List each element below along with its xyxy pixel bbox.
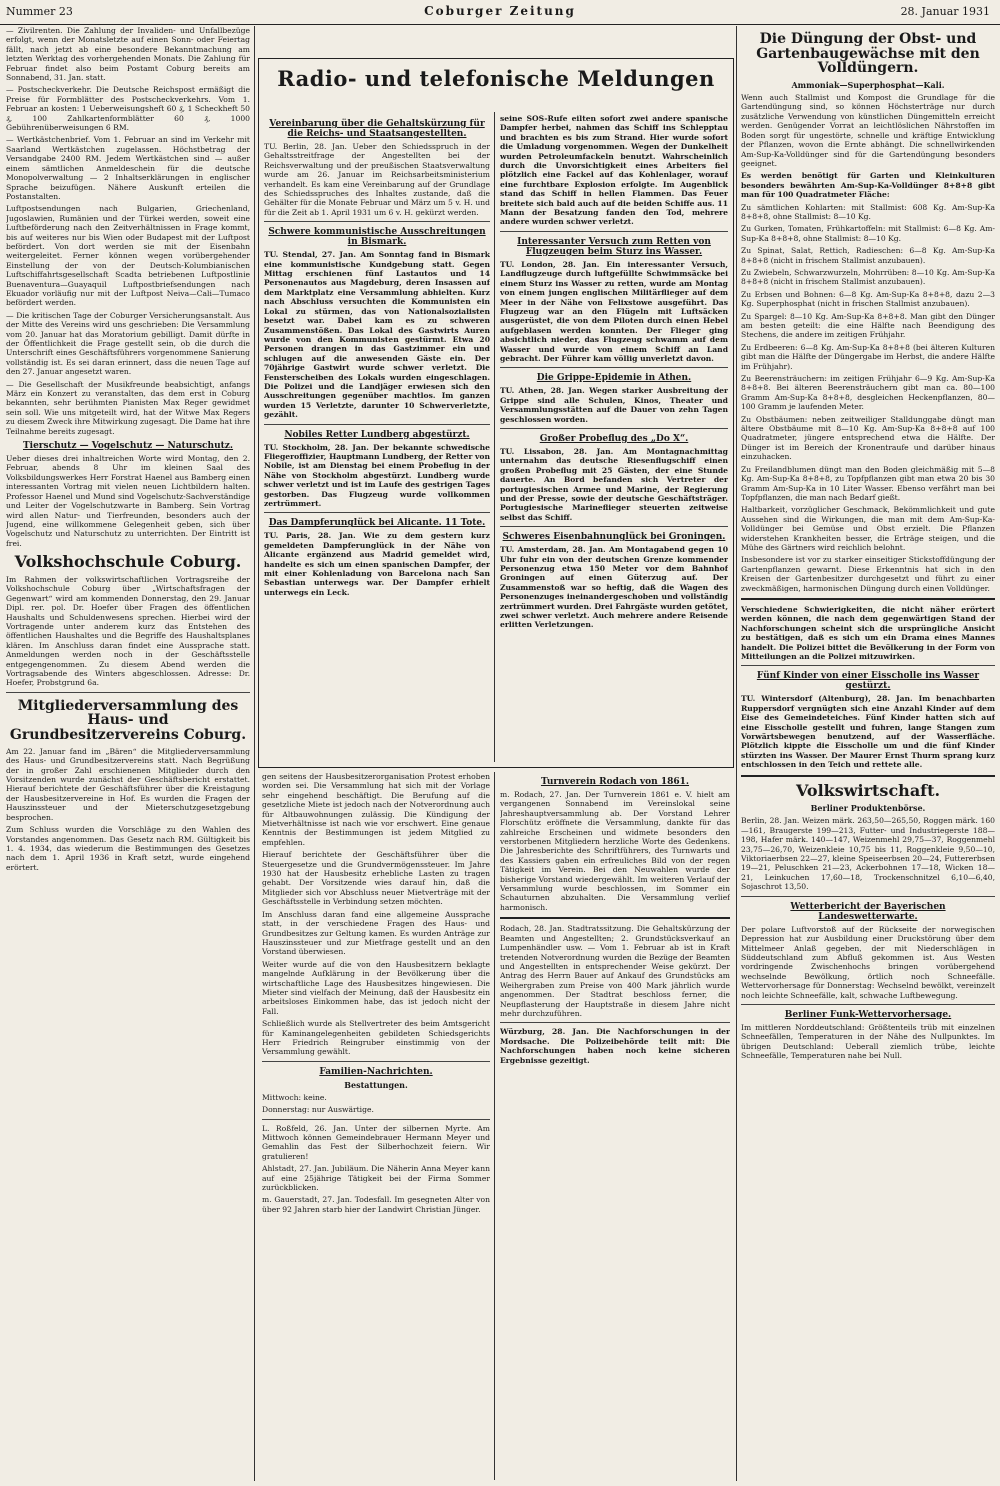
article-paragraph: Insbesondere ist vor zu starker einseitiger Stickstoffdüngung der Gartenpflanzen gewarnt. Diese Erkenntnis hat sich in den Kreisen der Gartenbesitzer durchgesetzt und führt zu einer zweckmäßigen, harmonischen Düngung durch einen Volldünger. [741, 555, 995, 593]
column-1 [6, 26, 250, 1481]
article-paragraph: Berlin, 28. Jan. Weizen märk. 263,50—265,50, Roggen märk. 160—161, Braugerste 199—213, Futter- und Industriegerste 188—198, Hafer märk. 140—147, Weizenmehl 29,75—37, Roggenmehl 23,75—26,70, Weizenkleie 10,75 bis 11, Roggenkleie 9,50—10, Viktoriaerbsen 22—27, kleine Speiseerbsen 20—24, Futtererbsen 19—21, Peluschken 21—23, Ackerbohnen 17—18, Wicken 18—21, Leinkuchen 17,60—18, Trockenschnitzel 6,10—6,40, Sojaschrot 13,50. [741, 816, 995, 892]
article-paragraph: Zu Zwiebeln, Schwarzwurzeln, Mohrrüben: 8—10 Kg. Am-Sup-Ka 8+8+8 (nicht in frischem Stallmist anzubauen). [741, 267, 995, 287]
article-paragraph: TU. Stockholm, 28. Jan. Der bekannte schwedische Fliegeroffizier, Hauptmann Lundberg, der Retter von Nobile, ist am Dienstag bei einem Probeflug in der Nähe von Stockholm abgestürzt. Lundberg wurde schwer verletzt und ist im Laufe des gestrigen Tages gestorben. Das Flugzeug wurde vollkommen zertrümmert. [264, 442, 490, 508]
divider [500, 428, 728, 429]
article-heading: Tierschutz — Vogelschutz — Naturschutz. [22, 441, 234, 452]
article-paragraph: Wenn auch Stallmist und Kompost die Grundlage für die Gartendüngung sind, so können Höchsterträge nur durch zusätzliche Verwendung von künstlichen Düngemitteln erreicht werden. Genügender Vorrat an leichtlöslichen Nährstoffen im Boden sorgt für ungestörte, schnelle und kräftige Entwicklung der Pflanzen, wovon die Ernte abhängt. Die schnellwirkenden Am-Sup-Ka-Volldünger sind für die Gartendüngung besonders geeignet. [741, 93, 995, 168]
divider [500, 1022, 730, 1023]
article-heading: Interessanter Versuch zum Retten von Flugzeugen beim Sturz ins Wasser. [517, 236, 711, 257]
divider [264, 424, 490, 425]
article-paragraph: Rodach, 28. Jan. Stadtratssitzung. Die Gehaltskürzung der Beamten und Angestellten; 2. Grundstücksverkauf an Lumpenhändler usw. — Vom 1. Februar ab ist in Kraft tretenden Notverordnung wurden die Bezüge der Beamten und Angestellten in entsprechender Weise gekürzt. Der Antrag des Herrn Bauer auf Ankauf des Grundstücks am Weihergraben zum Preise von 400 Mark jährlich wurde angenommen. Der Stadtrat beschloss ferner, die Neupflasterung der Hauptstraße in diesem Jahre nicht mehr durchzuführen. [500, 924, 730, 1018]
article-paragraph: TU. Berlin, 28. Jan. Ueber den Schiedsspruch in der Gehaltsstreitfrage der Angestellten bei der Reichsverwaltung und der preußischen Staatsverwaltung wurde am 26. Januar im Reichsarbeitsministerium verhandelt. Es kam eine Vereinbarung auf der Grundlage des Schiedsspruches des Inhaltes zustande, daß die Gehälter für die Monate Februar und März um 5 v. H. und für die Zeit ab 1. April 1931 um 6 v. H. gekürzt werden. [264, 142, 490, 217]
article-paragraph: Zum Schluss wurden die Vorschläge zu den Wahlen des Vorstandes angenommen. Das Gesetz nach RM. Gültigkeit bis 1. 4. 1934, das wiederum die Bestimmungen des Gesetzes nach dem 1. April 1936 in Kraft setzt, wurde eingehend erörtert. [6, 825, 250, 872]
divider [741, 665, 995, 666]
article-heading: Vereinbarung über die Gehaltskürzung für die Reichs- und Staatsangestellten. [269, 119, 485, 139]
divider [741, 775, 995, 777]
article-paragraph: Hierauf berichtete der Geschäftsführer über die Steuergesetze und die Grundvermögenssteuer. Im Jahre 1930 hat der Hausbesitz erhebliche Lasten zu tragen gehabt. Der Vorsitzende wies darauf hin, daß die Mitglieder sich vor Abschluss neuer Mietverträge mit der Geschäftsstelle in Verbindung setzen möchten. [262, 850, 490, 907]
article-heading: Die Düngung der Obst- und Gartenbaugewächse mit den Volldüngern. [756, 31, 980, 77]
article-paragraph: Verschiedene Schwierigkeiten, die nicht näher erörtert werden können, die nach dem gegenwärtigen Stand der Nachforschungen scheint sich die ursprüngliche Ansicht zu bestätigen, daß es sich um ein Drama eines Mannes handelt. Die Polizei bittet die Bevölkerung in der Form von Mitteilungen an die Polizei mitzuwirken. [741, 604, 995, 661]
column-rule [494, 112, 495, 762]
divider [264, 512, 490, 513]
article-paragraph: m. Rodach, 27. Jan. Der Turnverein 1861 e. V. hielt am vergangenen Sonnabend im Vereinslokal seine Jahreshauptversammlung ab. Der Vorstand Lehrer Florschütz eröffnete die Versammlung, dankte für das zahlreiche Erscheinen und widmete besonders den verstorbenen Mitgliedern herzliche Worte des Gedenkens. Die Jahresberichte des Schriftführers, des Turnwarts und des Kassiers gaben ein erfreuliches Bild von der regen Tätigkeit im Verein. Bei den Neuwahlen wurde der bisherige Vorstand wiedergewählt. Im weiteren Verlauf der Versammlung wurde beschlossen, im Sommer ein Schauturnen abzuhalten. Die Versammlung verlief harmonisch. [500, 790, 730, 912]
article-paragraph: TU. Amsterdam, 28. Jan. Am Montagabend gegen 10 Uhr fuhr ein von der deutschen Grenze kommender Personenzug etwa 150 Meter vor dem Bahnhof Groningen auf einen Güterzug auf. Der Zusammenstoß war so heftig, daß die Wagen des Personenzuges ineinandergeschoben und vollständig zertrümmert wurden. Drei Fahrgäste wurden getötet, zwei schwer verletzt. Auch mehrere andere Reisende erlitten Verletzungen. [500, 545, 728, 630]
article-paragraph: Zu sämtlichen Kohlarten: mit Stallmist: 608 Kg. Am-Sup-Ka 8+8+8, ohne Stallmist: 8—10 Kg. [741, 202, 995, 221]
divider [500, 367, 728, 368]
article-paragraph: seine SOS-Rufe eilten sofort zwei andere spanische Dampfer herbei, nahmen das Schiff ins Schlepptau und brachten es bis zum Strand. Hier wurde sofort die Umladung vorgenommen. Wegen der Dunkelheit wurden Petroleumfackeln benutzt. Wahrscheinlich durch die Unvorsichtigkeit eines Arbeiters fiel plötzlich eine Fackel auf das Kohlenlager, worauf eine furchtbare Explosion erfolgte. Im Augenblick stand das Schiff in hellen Flammen. Das Feuer breitete sich bald auch auf die beiden Schiffe aus. 11 Mann der Besatzung fanden den Tod, mehrere andere wurden schwer verletzt. [500, 114, 728, 227]
article-heading: Schwere kommunistische Ausschreitungen in Bismark. [268, 227, 486, 248]
divider [262, 1119, 490, 1120]
column-3-lower [500, 772, 730, 1480]
article-paragraph: — Die kritischen Tage der Coburger Versicherungsanstalt. Aus der Mitte des Vereins wird uns geschrieben: Die Versammlung vom 20. Januar hat das Moratorium gebilligt. Damit dürfte in der Öffentlichkeit die Frage gestellt sein, ob die durch die Unterschrift eines Geschäftsführers vorgenommene Sanierung vollständig ist. Es sei daran erinnert, dass die neuen Tage auf den 27. Januar angesetzt waren. [6, 310, 250, 377]
divider [500, 231, 728, 232]
article-paragraph: TU. Paris, 28. Jan. Wie zu dem gestern kurz gemeldeten Dampferunglück in der Nähe von Alicante ergänzend aus Madrid gemeldet wird, handelte es sich um einen spanischen Dampfer, der mit einer Kohlenladung von Barcelona nach San Sebastian unterwegs war. Der Dampfer erhielt unterwegs ein Leck. [264, 531, 490, 597]
subheading: Berliner Produktenbörse. [810, 803, 926, 814]
article-paragraph: Im Anschluss daran fand eine allgemeine Aussprache statt, in der verschiedene Fragen des Haus- und Grundbesitzes zur Geltung kamen. Es wurden Anträge zur Hauszinssteuer und zur Mietfrage gestellt und an den Vorstand überwiesen. [262, 909, 490, 957]
article-heading: Großer Probeflug des „Do X“. [539, 433, 689, 444]
article-heading: Volkshochschule Coburg. [14, 552, 242, 572]
article-paragraph: Würzburg, 28. Jan. Die Nachforschungen in der Mordsache. Die Polizeibehörde teilt mit: Die Nachforschungen haben noch keine sicheren Ergebnisse gezeitigt. [500, 1027, 730, 1065]
section-heading: Volkswirtschaft. [795, 780, 941, 800]
article-paragraph: — Postscheckverkehr. Die Deutsche Reichspost ermäßigt die Preise für Formblätter des Postscheckverkehrs. Vom 1. Februar an kosten: 1 Ueberweisungsheft 60 ₰, 1 Scheckheft 50 ₰, 100 Zahlkartenformblätter 60 ₰, 1000 Gebührenüberweisungen 6 RM. [6, 85, 250, 133]
article-paragraph: Im mittleren Norddeutschland: Größtenteils trüb mit einzelnen Schneefällen, Temperaturen in der Nähe des Nullpunktes. Im übrigen Deutschland: Ueberall ziemlich trübe, leichte Schneefälle, Temperaturen nahe bei Null. [741, 1022, 995, 1061]
divider [6, 692, 250, 693]
subheading: Bestattungen. [344, 1079, 408, 1090]
column-rule [736, 26, 737, 1481]
article-paragraph: TU. Lissabon, 28. Jan. Am Montagnachmittag unternahm das deutsche Riesenflugschiff einen großen Probeflug mit 25 Gästen, der eine Stunde dauerte. An Bord befanden sich Vertreter der portugiesischen Armee und Marine, der Regierung und der Presse, sowie der deutsche Geschäftsträger. Portugiesische Marineflieger steuerten zeitweise selbst das Schiff. [500, 446, 728, 522]
article-heading: Turnverein Rodach von 1861. [540, 777, 690, 787]
page-number: Nummer 23 [6, 5, 73, 18]
notice-line: m. Gauerstadt, 27. Jan. Todesfall. Im gesegneten Alter von über 92 Jahren starb hier der Landwirt Christian Jünger. [262, 1195, 490, 1214]
article-heading: Berliner Funk-Wettervorhersage. [784, 1009, 952, 1020]
masthead [0, 0, 1000, 25]
radio-banner [262, 62, 730, 112]
notice-line: L. Roßfeld, 26. Jan. Unter der silbernen Myrte. Am Mittwoch können Gemeindebrauer Hermann Meyer und Gemahlin das Fest der Silberhochzeit feiern. Wir gratulieren! [262, 1123, 490, 1161]
article-paragraph: Haltbarkeit, vorzüglicher Geschmack, Bekömmlichkeit und gute Aussehen sind die Wirkungen, die man mit dem Am-Sup-Ka-Volldünger bei Gemüse und Obst erzielt. Die Pflanzen widerstehen Krankheiten besser, die Erträge steigen, und die Mühe des Gärtners wird reichlich belohnt. [741, 505, 995, 552]
article-paragraph: Zu Obstbäumen: neben zeitweiliger Stalldunggabe düngt man ältere Obstbäume mit 8—10 Kg. Am-Sup-Ka 8+8+8 auf 100 Quadratmeter, jüngere entsprechend etwa die Hälfte. Der Dünger ist im Bereich der Kronentraufe und darüber hinaus einzuhacken. [741, 414, 995, 462]
article-paragraph: Zu Freilandblumen düngt man den Boden gleichmäßig mit 5—8 Kg. Am-Sup-Ka 8+8+8, zu Topfpflanzen gibt man etwa 20 bis 30 Gramm Am-Sup-Ka in 10 Liter Wasser. Ebenso verfährt man bei Topfpflanzen, die man nach Bedarf gießt. [741, 464, 995, 502]
divider [500, 917, 730, 919]
notice-line: Ahlstadt, 27. Jan. Jubiläum. Die Näherin Anna Meyer kann auf eine 25jährige Tätigkeit bei der Firma Sommer zurückblicken. [262, 1164, 490, 1193]
notice-line: Mittwoch: keine. [262, 1092, 327, 1102]
article-heading: Wetterbericht der Bayerischen Landeswetterwarte. [790, 901, 946, 922]
column-rule [254, 26, 255, 1481]
article-heading: Nobiles Retter Lundberg abgestürzt. [284, 429, 470, 440]
issue-date: 28. Januar 1931 [900, 5, 990, 18]
column-4 [741, 26, 995, 1481]
newspaper-title: Coburger Zeitung [424, 4, 576, 18]
article-paragraph: Schließlich wurde als Stellvertreter des beim Amtsgericht für Kaminangelegenheiten gebildeten Schiedsgerichts Herr Friedrich Reingruber einstimmig von der Versammlung gewählt. [262, 1019, 490, 1057]
divider [741, 598, 995, 600]
article-paragraph: gen seitens der Hausbesitzerorganisation Protest erhoben worden sei. Die Versammlung hat sich mit der Vorlage sehr eingehend beschäftigt. Die Berufung auf die gesetzliche Miete ist jedoch nach der Notverordnung auch für Altbauwohnungen zulässig. Die Kündigung der Mietverhältnisse ist nach wie vor erschwert. Eine genaue Kenntnis der Bestimmungen ist jedem Mitglied zu empfehlen. [262, 772, 490, 847]
section-heading: Familien-Nachrichten. [319, 1066, 433, 1077]
article-paragraph: Zu Gurken, Tomaten, Frühkartoffeln: mit Stallmist: 6—8 Kg. Am-Sup-Ka 8+8+8, ohne Stallmist: 8—10 Kg. [741, 224, 995, 243]
article-paragraph: Zu Beerensträuchern: im zeitigen Frühjahr 6—9 Kg. Am-Sup-Ka 8+8+8. Bei älteren Beerensträuchern gibt man ca. 80—100 Gramm Am-Sup-Ka 8+8+8, desgleichen Heckenpflanzen, 80—100 Gramm je laufenden Meter. [741, 374, 995, 412]
article-heading: Fünf Kinder von einer Eisscholle ins Wasser gestürzt. [756, 671, 980, 692]
article-paragraph: Zu Erbsen und Bohnen: 6—8 Kg. Am-Sup-Ka 8+8+8, dazu 2—3 Kg. Superphosphat (nicht in frischen Stallmist anzubauen). [741, 289, 995, 309]
article-paragraph: Zu Spinat, Salat, Rettich, Radieschen: 6—8 Kg. Am-Sup-Ka 8+8+8 (nicht in frischem Stallmist anzubauen). [741, 246, 995, 265]
divider [264, 221, 490, 222]
article-paragraph: Zu Erdbeeren: 6—8 Kg. Am-Sup-Ka 8+8+8 (bei älteren Kulturen gibt man die Hälfte der Düngergabe im Herbst, die andere Hälfte im Frühjahr). [741, 342, 995, 371]
article-heading: Die Grippe-Epidemie in Athen. [536, 373, 692, 384]
divider [741, 896, 995, 897]
article-paragraph: Weiter wurde auf die von den Hausbesitzern beklagte mangelnde Aufklärung in der Bevölkerung über die wirtschaftliche Lage des Hausbesitzes hingewiesen. Die Mieter sind vielfach der Meinung, daß der Hausbesitz ein arbeitsloses Einkommen habe, das ist jedoch nicht der Fall. [262, 959, 490, 1016]
column-rule [494, 772, 495, 1480]
article-heading: Schweres Eisenbahnunglück bei Groningen. [502, 532, 726, 543]
article-paragraph: Luftpostsendungen nach Bulgarien, Griechenland, Jugoslawien, Rumänien und der Türkei werden, soweit eine Luftbeförderung nach den Zeitverhältnissen in Frage kommt, bis auf weiteres nur bis Wien oder Budapest mit der Luftpost befördert. Von dort werden sie mit der Eisenbahn weitergeleitet. Ferner können wegen vorübergehender Einstellung der von der Deutsch-Kolumbianischen Luftschiffahrtsgesellschaft Scadta betriebenen Luftpostlinie Buenaventura—Guayaquil Luftpostbriefsendungen nach Ekuador vorläufig nur mit der Luftpost Neiva—Cali—Tumaco befördert werden. [6, 204, 250, 308]
article-paragraph: Ueber dieses drei inhaltreichen Worte wird Montag, den 2. Februar, abends 8 Uhr im kleinen Saal des Volksbildungswerkes Herr Forstrat Haenel aus Bamberg einen interessanten Vortrag mit vielen neuen Lichtbildern halten. Professor Haenel und Mund sind Vogelschutz-Sachverständige und Leiter der Vogelschutzwarte in Bamberg. Sein Vortrag wird allen Natur- und Tierfreunden, besonders auch der Jugend, eine willkommene Gelegenheit geben, sich über Vogelschutz und Naturschutz zu unterrichten. Der Eintritt ist frei. [6, 454, 250, 548]
article-paragraph: TU. Wintersdorf (Altenburg), 28. Jan. Im benachbarten Ruppersdorf vergnügten sich eine Anzahl Kinder auf dem Eise des Gemeindeteiches. Fünf Kinder hatten sich auf eine Eisscholle gestellt und fuhren, lange Stangen zum Vorwärtsbewegen benutzend, auf der Wasserfläche. Plötzlich kippte die Eisscholle um und die fünf Kinder stürzten ins Wasser. Der Maurer Ernst Thurm sprang kurz entschlossen in den Teich und rettete alle. [741, 694, 995, 770]
divider [262, 1061, 490, 1062]
article-paragraph: TU. Athen, 28. Jan. Wegen starker Ausbreitung der Grippe sind alle Schulen, Kinos, Theater und Versammlungsstätten auf die Dauer von zehn Tagen geschlossen worden. [500, 386, 728, 424]
article-paragraph: Im Rahmen der volkswirtschaftlichen Vortragsreihe der Volkshochschule Coburg über „Wirtschaftsfragen der Gegenwart“ wird am kommenden Donnerstag, den 29. Januar Dipl. rer. pol. Dr. Hoefer über Fragen des öffentlichen Haushalts und Schuldenwesens sprechen. Hierbei wird der Vortragende unter anderem kurz das Entstehen des öffentlichen Haushaltes und die Begriffe des Haushaltsplanes klären. Im Anschluss daran findet eine Aussprache statt. Anmeldungen werden noch in der Geschäftsstelle entgegengenommen. Zu diesem Abend werden die Vortragsabende des Winters abgeschlossen. Adresse: Dr. Hoefer, Probstgrund 6a. [6, 574, 250, 688]
column-2-lower [262, 772, 490, 1480]
article-paragraph: Zu Spargel: 8—10 Kg. Am-Sup-Ka 8+8+8. Man gibt den Dünger am besten geteilt: die eine Hälfte nach Beendigung des Stechens, die andere im zeitigen Frühjahr. [741, 311, 995, 340]
divider [500, 526, 728, 527]
article-heading: Mitgliederversammlung des Haus- und Grundbesitzervereins Coburg. [9, 697, 247, 744]
article-paragraph: — Wertkästchenbrief. Vom 1. Februar an sind im Verkehr mit Saarland Wertkästchen zugelassen. Höchstbetrag der Versandgabe 2400 RM. Jedem Wertkästchen sind — außer einem sämtlichen Anmeldeschein für die deutsche Monopolverwaltung — 2 Inhaltserklärungen in englischer Sprache beizufügen. Nähere Auskunft erteilen die Postanstalten. [6, 135, 250, 201]
article-heading: Das Dampferunglück bei Alicante. 11 Tote. [268, 518, 486, 529]
article-paragraph: — Zivilrenten. Die Zahlung der Invaliden- und Unfallbezüge erfolgt, wenn der Monatsletzte auf einen Sonn- oder Feiertag fällt, nach jetzt ab eine besondere Bekanntmachung am letzten Werktag des vorhergehenden Monats. Die Zahlung für Februar findet also beim Postamt Coburg bereits am Sonnabend, 31. Jan. statt. [6, 26, 250, 83]
section-banner: Radio- und telefonische Meldungen [277, 66, 715, 91]
notice-line: Donnerstag: nur Auswärtige. [262, 1105, 374, 1115]
article-paragraph: TU. London, 28. Jan. Ein interessanter Versuch, Landflugzeuge durch luftgefüllte Schwimmsäcke bei einem Sturz ins Wasser zu retten, wurde am Montag von einem jungen englischen Militärflieger auf dem Meer in der Nähe von Felixstowe ausgeführt. Das Flugzeug war an den Flügeln mit Luftsäcken ausgerüstet, die von dem Piloten durch einen Hebel aufgeblasen werden konnten. Der Flieger ging absichtlich nieder, das Flugzeug schwamm auf dem Wasser und wurde von einem Schiff an Land gebracht. Der Führer kam völlig unverletzt davon. [500, 259, 728, 363]
article-paragraph: Der polare Luftvorstoß auf der Rückseite der norwegischen Depression hat zur Ausbildung einer Druckstörung über dem Mittelmeer Anlaß gegeben, der mit Niederschlägen in Süddeutschland zum Abfluß gekommen ist. Aus Westen vordringende Zwischenhochs bringen vorübergehend wechselnde Bewölkung, örtlich noch Schneefälle. Wettervorhersage für Donnerstag: Wechselnd bewölkt, vereinzelt noch leichte Schneefälle, kalt, schwache Luftbewegung. [741, 924, 995, 1000]
article-paragraph: Es werden benötigt für Garten und Kleinkulturen besonders bewährten Am-Sup-Ka-Volldünger 8+8+8 gibt man für 100 Quadratmeter Fläche: [741, 171, 995, 200]
column-2-upper [264, 114, 490, 762]
divider [741, 1004, 995, 1005]
article-paragraph: — Die Gesellschaft der Musikfreunde beabsichtigt, anfangs März ein Konzert zu veranstalten, das dem erst in Coburg bekannten, sehr berühmten Pianisten Max Reger gewidmet sein soll. Wie uns mitgeteilt wird, hat der Witwe Max Regers zu diesem Zweck ihre Mitwirkung zugesagt. Die Dame hat ihre Teilnahme bereits zugesagt. [6, 379, 250, 436]
subheading: Ammoniak—Superphosphat—Kali. [791, 80, 945, 91]
article-paragraph: TU. Stendal, 27. Jan. Am Sonntag fand in Bismark eine kommunistische Kundgebung statt. Gegen Mittag erschienen fünf Lastautos und 14 Personenautos aus Magdeburg, deren Insassen auf dem Marktplatz eine Versammlung abhielten. Kurz nach Abschluss versuchten die Kommunisten ein Lokal zu stürmen, das von Nationalsozialisten besetzt war. Dabei kam es zu schweren Zusammenstößen. Das Lokal des Gastwirts Auren wurde von den Kommunisten gestürmt. Etwa 20 Personen drangen in das Gastzimmer ein und schlugen auf die anwesenden Gäste ein. Der 70jährige Gastwirt wurde schwer verletzt. Die Fensterscheiben des Lokals wurden eingeschlagen. Die Polizei und die Landjäger erwiesen sich den Ausschreitungen gegenüber machtlos. Im ganzen wurden 15 Verletzte, darunter 10 Schwerverletzte, gezählt. [264, 250, 490, 420]
column-3-upper [500, 114, 728, 762]
article-paragraph: Am 22. Januar fand im „Bären“ die Mitgliederversammlung des Haus- und Grundbesitzervereins statt. Nach Begrüßung der in großer Zahl erschienenen Mitglieder durch den Vorsitzenden wurde zunächst der Geschäftsbericht erstattet. Hierauf berichtete der Geschäftsführer über die Kreistagung der Hausbesitzervereine in Hof. Es wurden die Fragen der Hauszinssteuer und der Mieterschutzgesetzgebung besprochen. [6, 746, 250, 822]
